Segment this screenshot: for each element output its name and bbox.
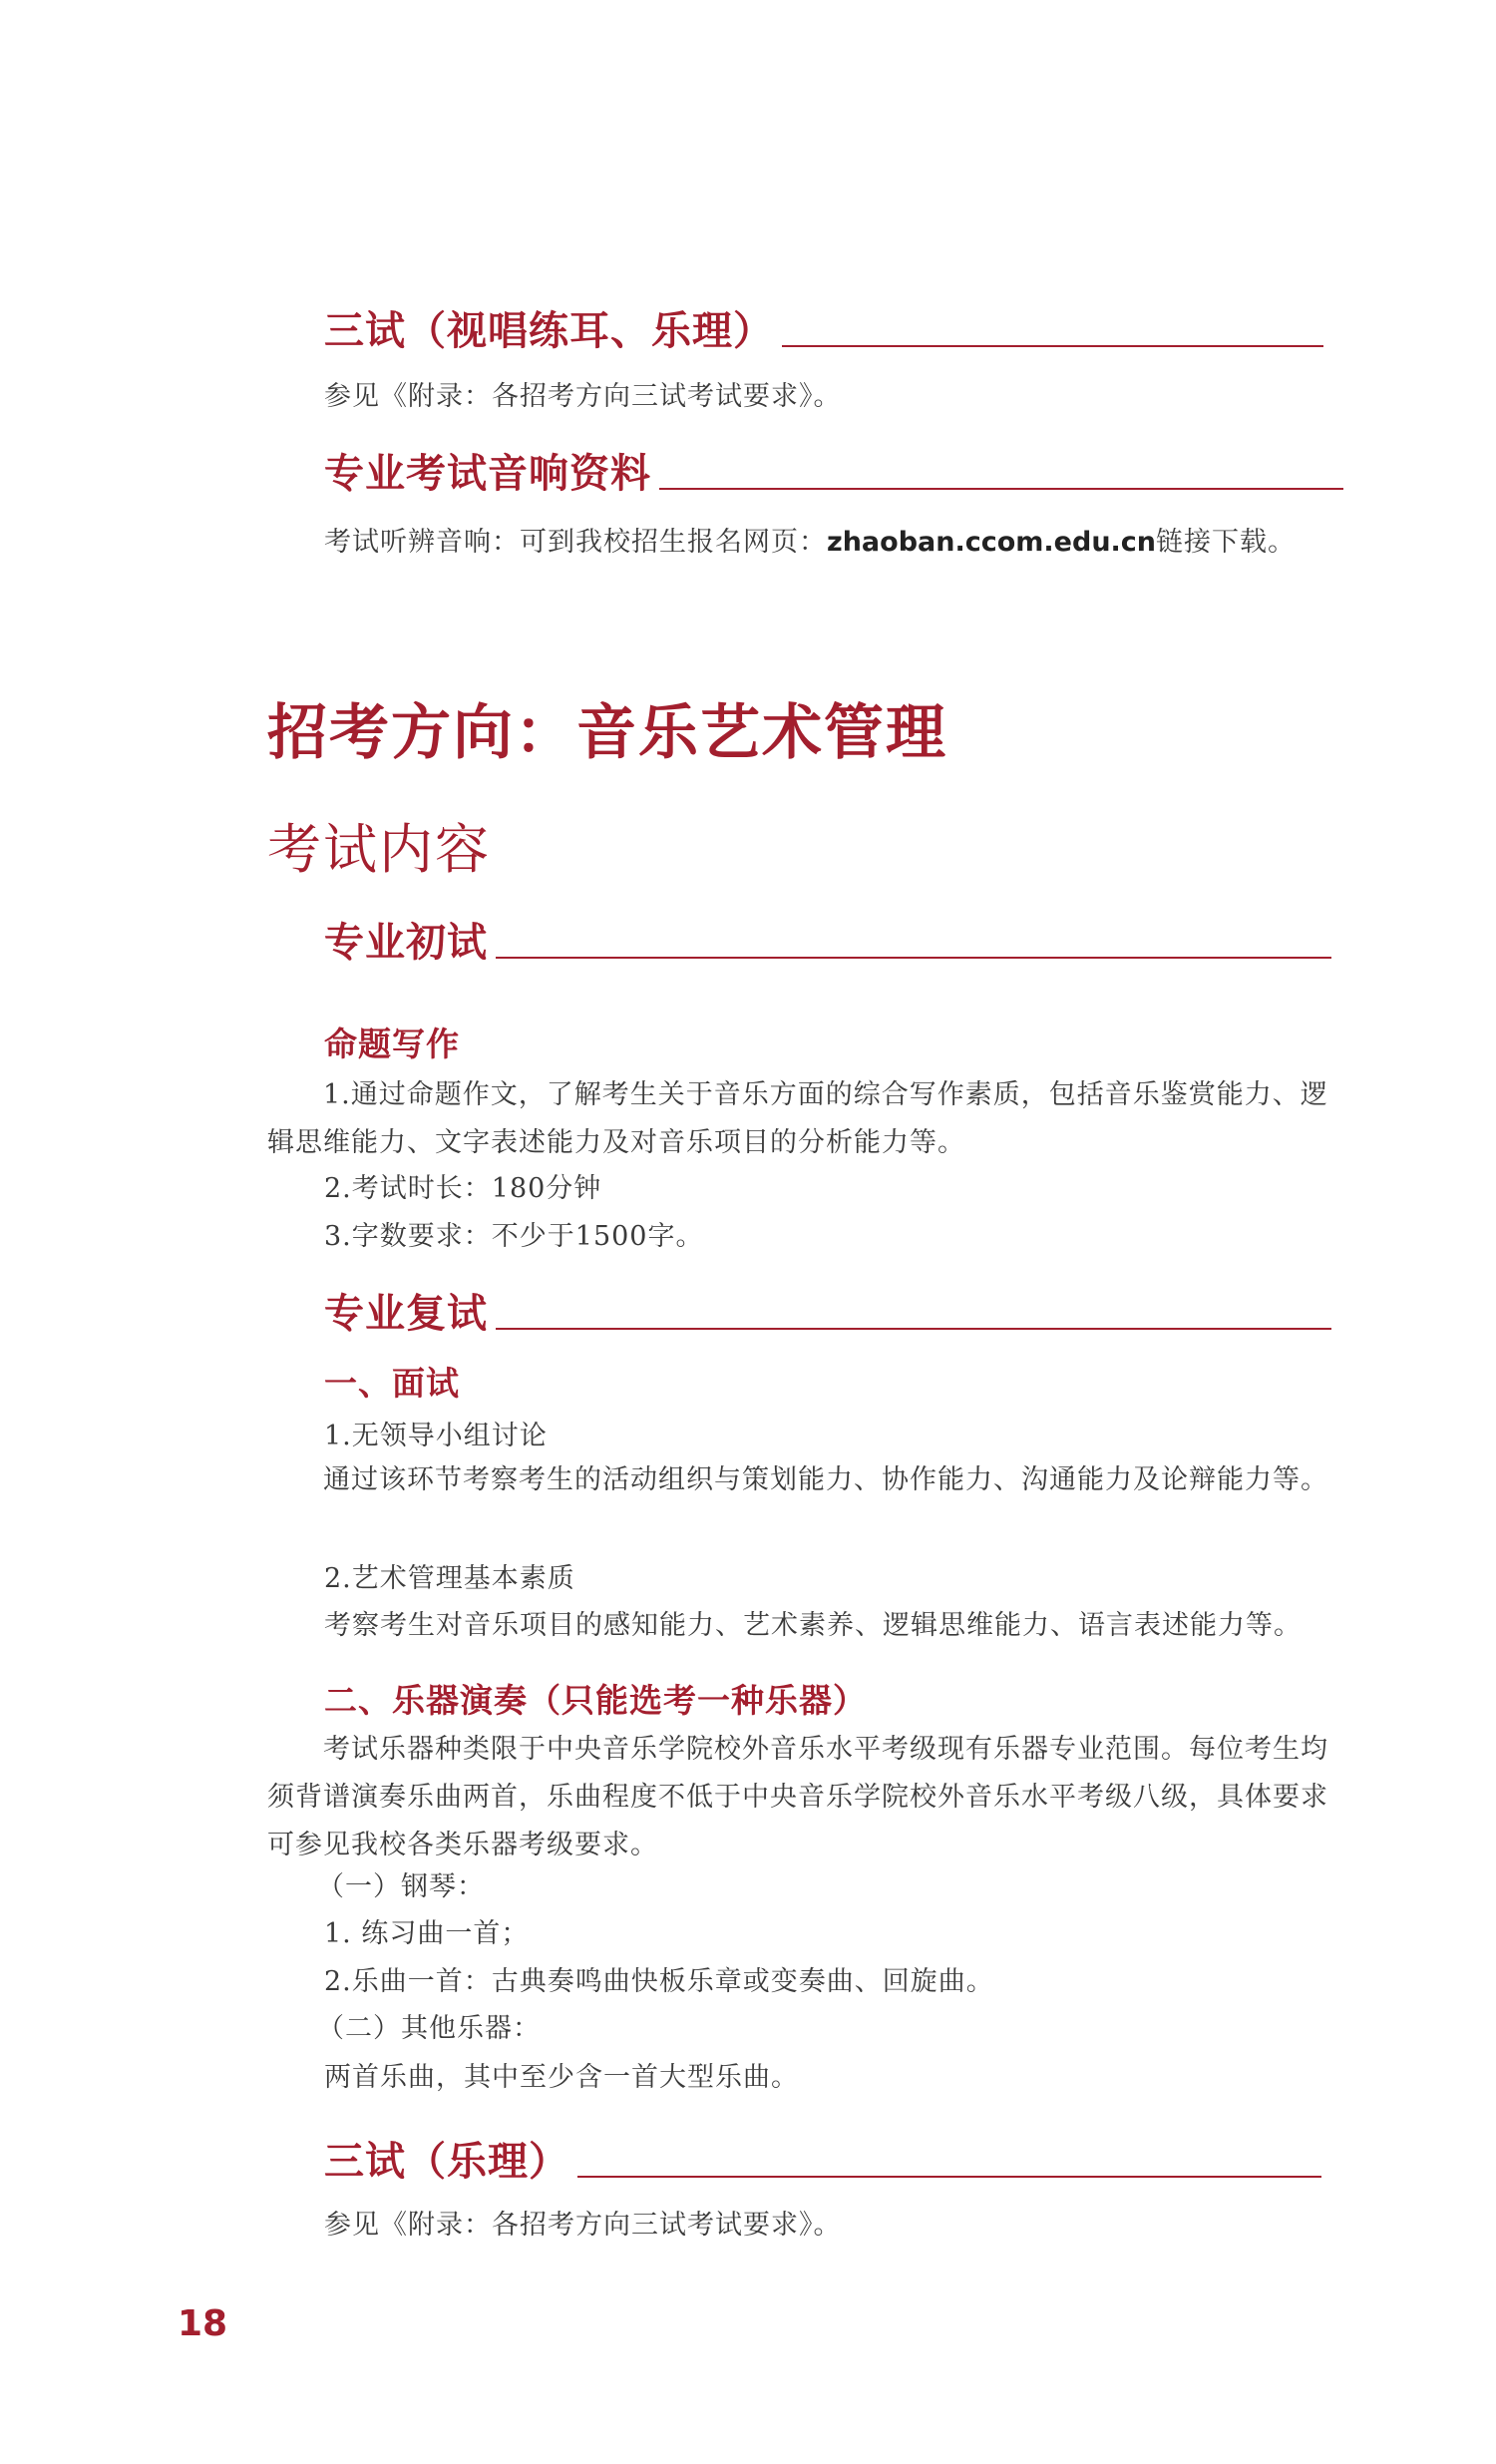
appendix-reference-2: 参见《附录：各招考方向三试考试要求》。: [324, 2210, 842, 2241]
section-title: 三试（视唱练耳、乐理）: [324, 308, 774, 354]
other-instruments-desc: 两首乐曲，其中至少含一首大型乐曲。: [324, 2062, 799, 2093]
other-instruments-heading: （二）其他乐器：: [317, 2013, 541, 2044]
section-header-fushi: [324, 1291, 1331, 1337]
section-title: 三试（乐理）: [324, 2139, 569, 2185]
section-header-sanshi-1: [324, 308, 1323, 354]
section-header-audio: [324, 451, 1343, 497]
interview-item-1-desc: 通过该环节考察考生的活动组织与策划能力、协作能力、沟通能力及论辩能力等。: [323, 1464, 1328, 1495]
appendix-reference: 参见《附录：各招考方向三试考试要求》。: [324, 381, 842, 412]
page-title: 招考方向：音乐艺术管理: [267, 698, 947, 768]
page-number: 18: [178, 2303, 228, 2344]
interview-heading: 一、面试: [324, 1364, 460, 1403]
interview-item-1: 1.无领导小组讨论: [324, 1421, 548, 1451]
section-header-sanshi-2: [324, 2139, 1321, 2185]
writing-item-1: 1.通过命题作文，了解考生关于音乐方面的综合写作素质，包括音乐鉴赏能力、逻辑思维能力、文字表述能力及对音乐项目的分析能力等。: [267, 1079, 1328, 1158]
instrument-intro: 考试乐器种类限于中央音乐学院校外音乐水平考级现有乐器专业范围。每位考生均须背谱演奏乐曲两首，乐曲程度不低于中央音乐学院校外音乐水平考级八级，具体要求可参见我校各类乐器考级要求。: [267, 1734, 1328, 1860]
instrument-heading: 二、乐器演奏（只能选考一种乐器）: [324, 1681, 867, 1720]
section-rule: [577, 2176, 1321, 2178]
piano-heading: （一）钢琴：: [317, 1871, 485, 1902]
section-title: 专业考试音响资料: [324, 451, 651, 497]
section-title: 专业初试: [324, 920, 488, 966]
interview-item-2-desc: 考察考生对音乐项目的感知能力、艺术素养、逻辑思维能力、语言表述能力等。: [324, 1610, 1302, 1641]
section-header-chushi: [324, 920, 1331, 966]
section-rule: [496, 1328, 1331, 1330]
section-title: 专业复试: [324, 1291, 488, 1337]
piano-item-1: 1. 练习曲一首；: [324, 1918, 530, 1949]
section-rule: [496, 957, 1331, 959]
audio-text-suffix: 链接下载。: [1156, 527, 1297, 558]
audio-text-prefix: 考试听辨音响：可到我校招生报名网页：: [324, 527, 827, 558]
section-rule: [782, 345, 1323, 347]
interview-item-2: 2.艺术管理基本素质: [324, 1563, 575, 1594]
section-rule: [659, 488, 1343, 490]
writing-item-2: 2.考试时长：180分钟: [324, 1173, 602, 1204]
writing-item-3: 3.字数要求：不少于1500字。: [324, 1221, 704, 1252]
piano-item-2: 2.乐曲一首：古典奏鸣曲快板乐章或变奏曲、回旋曲。: [324, 1966, 994, 1997]
content-title: 考试内容: [267, 818, 491, 881]
download-link[interactable]: zhaoban.ccom.edu.cn: [827, 527, 1157, 558]
writing-heading: 命题写作: [324, 1025, 460, 1063]
audio-download-text: [324, 527, 1296, 559]
